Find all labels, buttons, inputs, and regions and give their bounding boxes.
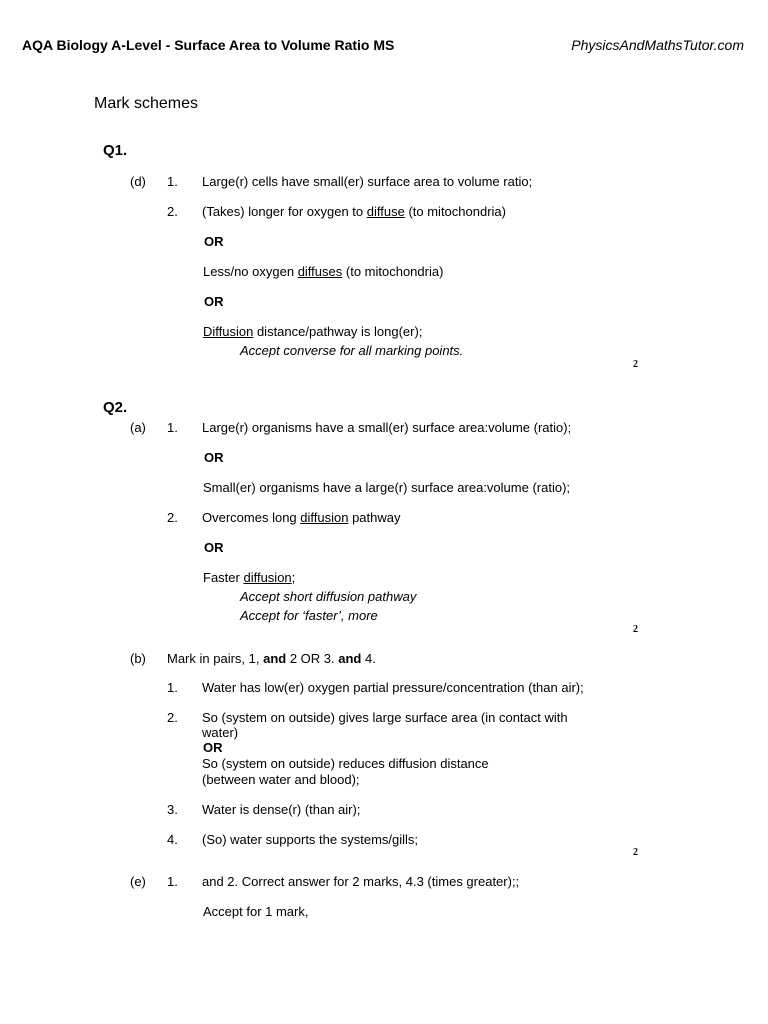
q2a-point-1-alt-text: Small(er) organisms have a large(r) surface area:volume (ratio); (203, 480, 571, 495)
q2b-point-1-number: 1. (167, 680, 178, 695)
q2e-point-1-text: and 2. Correct answer for 2 marks, 4.3 (times greater);; (202, 874, 520, 889)
q2b-point-2-number: 2. (167, 710, 178, 725)
q2a-point-2-alt-text: Faster diffusion; (203, 570, 296, 585)
question-1-label: Q1. (103, 142, 128, 159)
q2a-or-1: OR (204, 450, 224, 465)
q1-point-1-number: 1. (167, 174, 178, 189)
q2b-point-2-line-1: So (system on outside) gives large surface area (in contact with (202, 710, 568, 725)
q2b-point-1-text: Water has low(er) oxygen partial pressure/concentration (than air); (202, 680, 584, 695)
q2b-point-3-number: 3. (167, 802, 178, 817)
page-title: Mark schemes (94, 95, 199, 112)
q2e-point-2-text: Accept for 1 mark, (203, 904, 309, 919)
q1-point-1-text: Large(r) cells have small(er) surface area to volume ratio; (202, 174, 533, 189)
q2b-point-2-line-2: water) (202, 725, 239, 740)
q2b-or: OR (203, 740, 223, 755)
q2a-marks: 2 (633, 624, 638, 635)
q2a-guidance-note-1: Accept short diffusion pathway (240, 589, 417, 604)
q1-point-4-text: Diffusion distance/pathway is long(er); (203, 324, 423, 339)
q2e-point-1-number: 1. (167, 874, 178, 889)
q1-part-d-label: (d) (130, 174, 146, 189)
q1-or-2: OR (204, 294, 224, 309)
q2a-part-label: (a) (130, 420, 146, 435)
q1-guidance-note: Accept converse for all marking points. (240, 343, 464, 358)
q2a-point-1-number: 1. (167, 420, 178, 435)
document-header-title: AQA Biology A-Level - Surface Area to Volume Ratio MS (22, 37, 395, 53)
q2a-point-1-text: Large(r) organisms have a small(er) surface area:volume (ratio); (202, 420, 572, 435)
q2a-point-2-text: Overcomes long diffusion pathway (202, 510, 401, 525)
question-2-label: Q2. (103, 399, 128, 416)
q2a-or-2: OR (204, 540, 224, 555)
q1-marks: 2 (633, 359, 638, 370)
q2b-point-4-text: (So) water supports the systems/gills; (202, 832, 419, 847)
q2b-marks: 2 (633, 847, 638, 858)
q1-point-3-text: Less/no oxygen diffuses (to mitochondria) (203, 264, 444, 279)
q2b-marking-instruction: Mark in pairs, 1, and 2 OR 3. and 4. (167, 651, 376, 666)
q2b-point-3-text: Water is dense(r) (than air); (202, 802, 361, 817)
q2b-point-2-line-3: So (system on outside) reduces diffusion distance (202, 756, 489, 771)
q1-point-2-text: (Takes) longer for oxygen to diffuse (to mitochondria) (202, 204, 506, 219)
q2b-part-label: (b) (130, 651, 146, 666)
q2b-point-4-number: 4. (167, 832, 178, 847)
q2b-point-2-line-4: (between water and blood); (202, 772, 360, 787)
q1-or-1: OR (204, 234, 224, 249)
site-name: PhysicsAndMathsTutor.com (571, 37, 744, 53)
q2a-point-2-number: 2. (167, 510, 178, 525)
q2e-part-label: (e) (130, 874, 146, 889)
q2a-guidance-note-2: Accept for ‘faster’, more (240, 608, 378, 623)
q1-point-2-number: 2. (167, 204, 178, 219)
